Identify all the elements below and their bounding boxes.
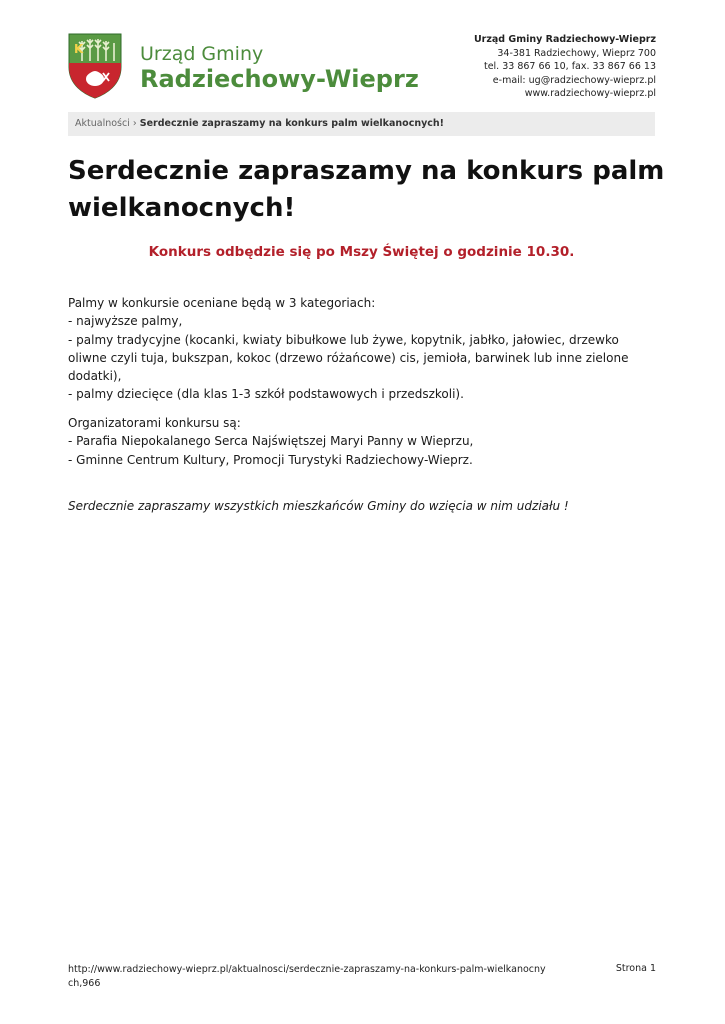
logo-line-2: Radziechowy-Wieprz <box>140 65 419 93</box>
coat-of-arms-icon <box>68 33 122 99</box>
paragraph-line: - palmy dziecięce (dla klas 1-3 szkół podstawowych i przedszkoli). <box>68 387 464 402</box>
breadcrumb-current: Serdecznie zapraszamy na konkurs palm wielkanocnych! <box>139 118 445 129</box>
paragraph-categories <box>68 294 658 404</box>
page-number: Strona 1 <box>615 963 656 974</box>
contact-phone: tel. 33 867 66 10, fax. 33 867 66 13 <box>483 61 656 72</box>
contact-address: 34-381 Radziechowy, Wieprz 700 <box>497 47 656 59</box>
closing-invitation: Serdecznie zapraszamy wszystkich mieszkańców Gminy do wzięcia w nim udziału ! <box>68 499 569 513</box>
logo-line-1: Urząd Gminy <box>140 43 264 65</box>
contact-website[interactable]: www.radziechowy-wieprz.pl <box>524 88 656 99</box>
breadcrumb <box>68 112 655 136</box>
paragraph-line: Organizatorami konkursu są: <box>68 416 241 430</box>
footer-url[interactable]: http://www.radziechowy-wieprz.pl/aktualnosci/serdecznie-zapraszamy-na-konkurs-palm-wielkanocnych,966 <box>68 964 546 989</box>
paragraph-line: - Parafia Niepokalanego Serca Najświętszej Maryi Panny w Wieprzu, <box>68 434 474 449</box>
paragraph-line: - najwyższe palmy, <box>68 314 183 329</box>
paragraph-organizers <box>68 414 658 469</box>
article-lead: Konkurs odbędzie się po Mszy Świętej o godzinie 10.30. <box>148 244 575 260</box>
paragraph-line: - palmy tradycyjne (kocanki, kwiaty bibułkowe lub żywe, kopytnik, jabłko, jałowiec, drzewko oliwne czyli tuja, bukszpan, kokoc (drzewo różańcowe) cis, jemioła, barwinek lub inne zielone dodatki), <box>68 332 629 384</box>
svg-text:K: K <box>74 42 84 56</box>
breadcrumb-link-aktualnosci[interactable]: Aktualności <box>75 118 130 129</box>
breadcrumb-separator: › <box>132 118 137 129</box>
paragraph-line: Palmy w konkursie oceniane będą w 3 kategoriach: <box>68 296 376 310</box>
contact-name: Urząd Gminy Radziechowy-Wieprz <box>473 34 656 45</box>
contact-email[interactable]: e-mail: ug@radziechowy-wieprz.pl <box>492 74 656 86</box>
site-logo[interactable] <box>68 33 419 99</box>
paragraph-line: - Gminne Centrum Kultury, Promocji Turystyki Radziechowy-Wieprz. <box>68 452 473 467</box>
page-title: Serdecznie zapraszamy na konkurs palm wielkanocnych! <box>68 156 665 223</box>
contact-block <box>474 33 656 101</box>
